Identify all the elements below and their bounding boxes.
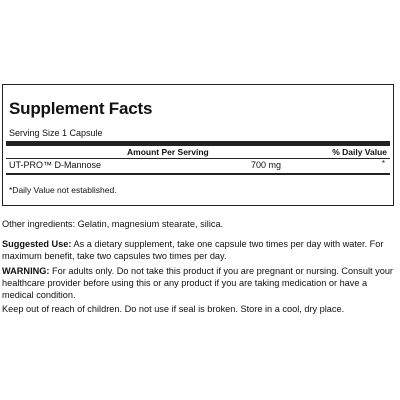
ingredient-amount: 700 mg bbox=[251, 160, 282, 170]
suggested-use bbox=[2, 238, 396, 262]
other-ingredients: Other ingredients: Gelatin, magnesium stearate, silica. bbox=[2, 219, 224, 229]
serving-size: Serving Size 1 Capsule bbox=[9, 128, 103, 138]
amount-per-serving-header: Amount Per Serving bbox=[127, 147, 209, 157]
warning-text: For adults only. Do not take this product if you are pregnant or nursing. Consult your healthcare provider before using this or any product if you are taking medication or have a medical condition. bbox=[2, 266, 393, 300]
suggested-use-text: As a dietary supplement, take one capsule two times per day with water. For maximum benefit, take two capsules two times per day. bbox=[2, 239, 384, 261]
warning-label: WARNING: bbox=[2, 266, 50, 276]
supplement-facts-panel bbox=[2, 84, 394, 206]
supplement-facts-title: Supplement Facts bbox=[9, 99, 153, 118]
thick-divider bbox=[6, 141, 390, 146]
daily-value-header: % Daily Value bbox=[332, 147, 387, 157]
storage-instructions: Keep out of reach of children. Do not use if seal is broken. Store in a cool, dry place. bbox=[2, 304, 345, 314]
warning bbox=[2, 265, 396, 301]
header-divider bbox=[6, 158, 390, 159]
suggested-use-label: Suggested Use: bbox=[2, 239, 72, 249]
row-divider bbox=[6, 173, 390, 175]
ingredient-daily-value: * bbox=[381, 159, 385, 168]
ingredient-name: UT-PRO™ D-Mannose bbox=[9, 160, 102, 170]
daily-value-footnote: *Daily Value not established. bbox=[9, 185, 117, 195]
